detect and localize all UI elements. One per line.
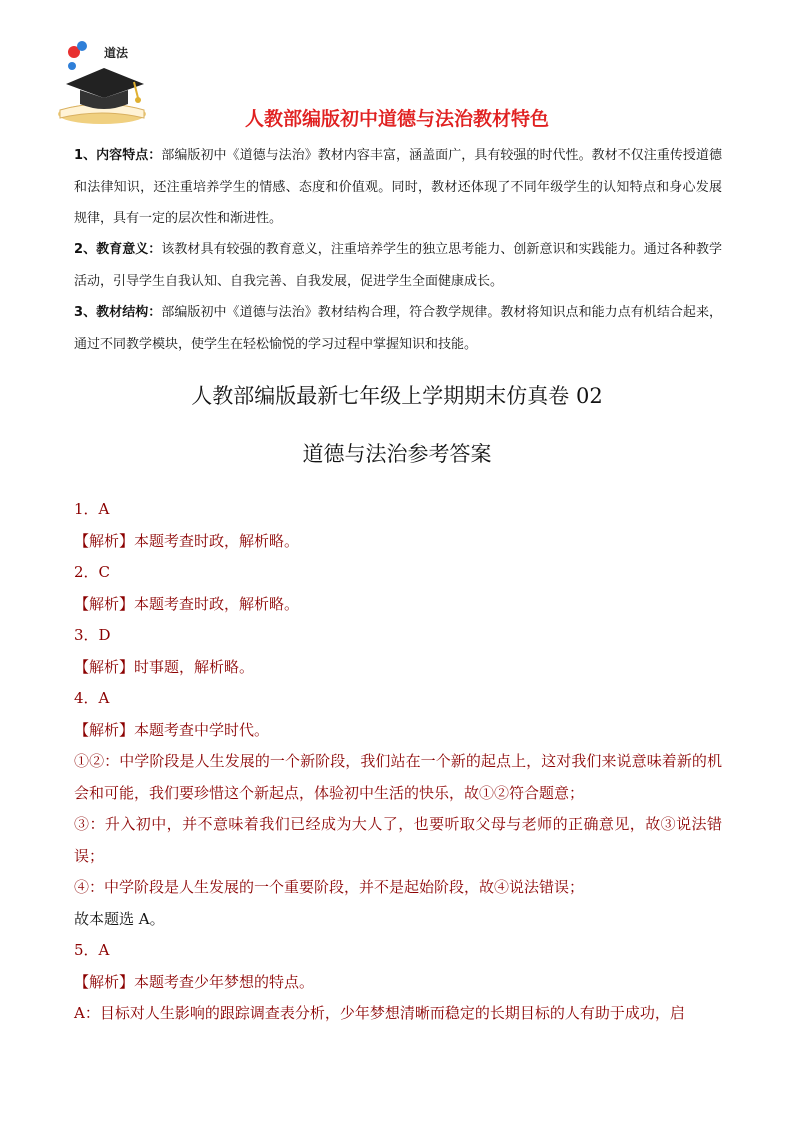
answer-3: 3．D [74, 626, 111, 644]
analysis-4-point-2: ③：升入初中，并不意味着我们已经成为大人了，也要听取父母与老师的正确意见，故③说法错误； [74, 815, 722, 865]
answer-5: 5．A [74, 941, 110, 959]
analysis-1: 【解析】本题考查时政，解析略。 [74, 531, 300, 550]
intro-lead: 3、教材结构： [74, 305, 162, 320]
analysis-4-point-1: ①②：中学阶段是人生发展的一个新阶段，我们站在一个新的起点上，这对我们来说意味着新的机会和可能，我们要珍惜这个新起点，体验初中生活的快乐，故①②符合题意； [74, 752, 722, 802]
intro-paragraph-1 [74, 140, 722, 235]
intro-lead: 1、内容特点： [74, 148, 162, 163]
analysis-4: 【解析】本题考查中学时代。 [74, 720, 270, 739]
intro-text: 部编版初中《道德与法治》教材结构合理，符合教学规律。教材将知识点和能力点有机结合起来，通过不同教学模块，使学生在轻松愉悦的学习过程中掌握知识和技能。 [74, 305, 722, 352]
document-subtitle: 道德与法治参考答案 [302, 442, 492, 466]
analysis-5-point-1: A：目标对人生影响的跟踪调查表分析，少年梦想清晰而稳定的长期目标的人有助于成功，启 [74, 1004, 685, 1022]
document-title: 人教部编版最新七年级上学期期末仿真卷 02 [191, 384, 603, 408]
answer-4: 4．A [74, 689, 110, 707]
banner-title: 人教部编版初中道德与法治教材特色 [244, 108, 549, 130]
answer-2: 2．C [74, 563, 111, 581]
answer-1: 1．A [74, 500, 110, 518]
intro-lead: 2、教育意义： [74, 242, 162, 257]
answer-list [74, 494, 722, 1030]
intro-paragraph-2 [74, 234, 722, 297]
analysis-3: 【解析】时事题，解析略。 [74, 657, 255, 676]
analysis-4-point-3: ④：中学阶段是人生发展的一个重要阶段，并不是起始阶段，故④说法错误； [74, 878, 585, 896]
intro-text: 部编版初中《道德与法治》教材内容丰富，涵盖面广，具有较强的时代性。教材不仅注重传授道德和法律知识，还注重培养学生的情感、态度和价值观。同时，教材还体现了不同年级学生的认知特点和身心发展规律，具有一定的层次性和渐进性。 [74, 148, 722, 226]
analysis-2: 【解析】本题考查时政，解析略。 [74, 594, 300, 613]
intro-text: 该教材具有较强的教育意义，注重培养学生的独立思考能力、创新意识和实践能力。通过各种教学活动，引导学生自我认知、自我完善、自我发展，促进学生全面健康成长。 [74, 242, 722, 289]
intro-paragraph-3 [74, 297, 722, 360]
analysis-5: 【解析】本题考查少年梦想的特点。 [74, 972, 315, 991]
logo-text: 道法 [104, 46, 129, 60]
analysis-4-conclusion: 故本题选 A。 [74, 909, 165, 928]
